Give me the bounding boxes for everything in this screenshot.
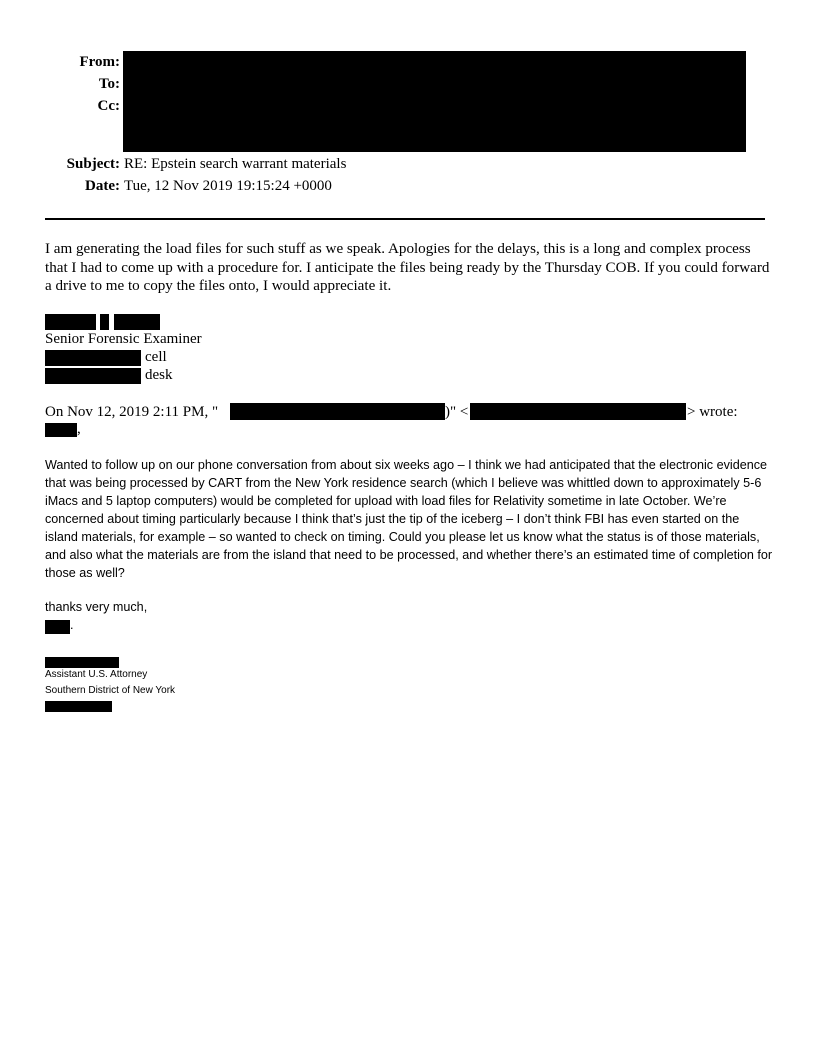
desk-label: desk xyxy=(145,367,173,383)
ausa-contact-redaction xyxy=(45,701,112,712)
recipients-redaction xyxy=(123,51,746,152)
closing-punct: . xyxy=(70,618,74,632)
sender-name-redaction xyxy=(45,314,96,330)
reply-body: I am generating the load files for such stuff as we speak. Apologies for the delays, this is a long and complex process that I had to come up with a procedure for. I anticipate the files being ready by the Thursday COB. If you could forward a drive to me to copy the files onto, I would appreciate it. xyxy=(45,241,770,294)
quoted-body: Wanted to follow up on our phone conversation from about six weeks ago – I think we had anticipated that the electronic evidence that was being processed by CART from the New York residence search (which I believe was whittled down to approximately 5-6 iMacs and 5 laptop computers) would be completed for upload with load files for Relativity sometime in late October. We’re concerned about timing particularly because I think that’s just the tip of the iceberg – I don’t think FBI has even started on the island materials, for example – so wanted to check on timing. Could you please let us know what the status is of those materials, and also what the materials are from the island that need to be processed, and whether there’s an estimated time of completion for those as well? xyxy=(45,458,773,580)
to-label: To: xyxy=(98,76,120,92)
quoted-closing: thanks very much, xyxy=(45,600,148,614)
author-name-redaction xyxy=(230,403,445,420)
header-divider xyxy=(45,218,765,220)
from-label: From: xyxy=(79,54,120,70)
greeting-punct: , xyxy=(77,421,81,437)
cc-label: Cc: xyxy=(97,98,120,114)
subject-value: RE: Epstein search warrant materials xyxy=(124,156,347,172)
date-value: Tue, 12 Nov 2019 19:15:24 +0000 xyxy=(124,178,332,194)
ausa-office: Southern District of New York xyxy=(45,685,176,696)
cell-label: cell xyxy=(145,349,167,365)
cell-number-redaction xyxy=(45,350,141,366)
attribution-mid: )" < xyxy=(445,404,469,420)
ausa-name-redaction xyxy=(45,657,119,668)
attribution-prefix: On Nov 12, 2019 2:11 PM, " xyxy=(45,404,219,420)
date-label: Date: xyxy=(85,178,120,194)
sender-name-redaction xyxy=(100,314,109,330)
closing-name-redaction xyxy=(45,620,70,634)
author-email-redaction xyxy=(470,403,686,420)
desk-number-redaction xyxy=(45,368,141,384)
sender-title: Senior Forensic Examiner xyxy=(45,331,202,347)
sender-name-redaction xyxy=(114,314,160,330)
ausa-title: Assistant U.S. Attorney xyxy=(45,669,148,680)
attribution-suffix: > wrote: xyxy=(687,404,738,420)
subject-label: Subject: xyxy=(66,156,120,172)
greeting-name-redaction xyxy=(45,423,77,437)
